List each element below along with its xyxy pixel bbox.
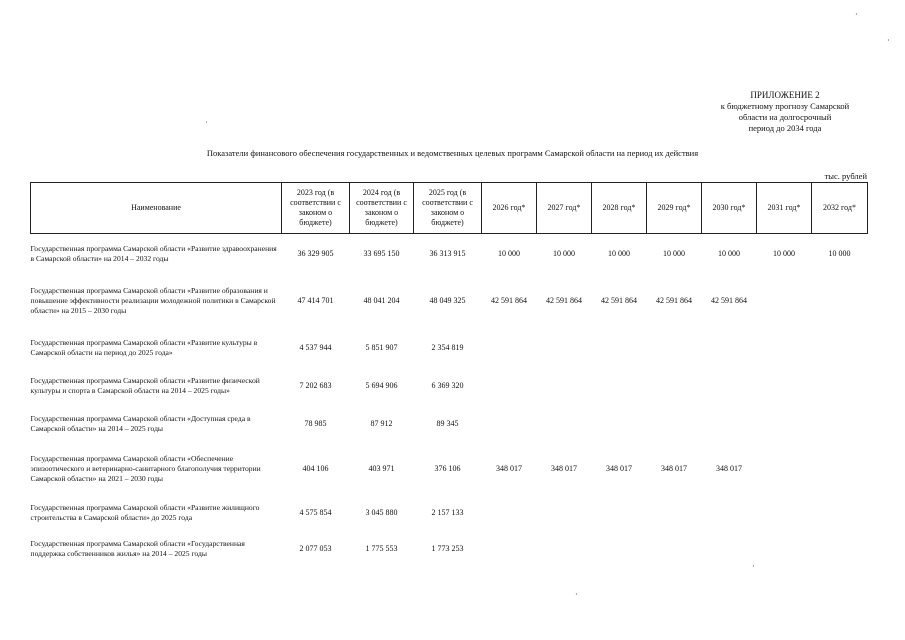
value-cell	[482, 495, 537, 531]
value-cell: 6 369 320	[431, 380, 464, 390]
value-cell: 4 575 854	[299, 507, 332, 517]
value-cell	[702, 329, 757, 367]
scan-speck: ·	[575, 590, 578, 599]
value-cell	[702, 531, 757, 567]
value-cell: 48 041 204	[363, 296, 400, 305]
value-cell: 10 000	[773, 248, 795, 258]
value-cell: 348 017	[551, 463, 577, 473]
appendix-block	[690, 90, 880, 134]
value-cell	[592, 495, 647, 531]
program-name: Государственная программа Самарской области «Развитие образования и повышение эффективности реализации молодежной политики в Самарской области» на 2015 – 2030 годы	[30, 286, 276, 315]
table-row	[31, 531, 868, 567]
program-name: Государственная программа Самарской области «Обеспечение эпизоотического и ветеринарно-санитарного благополучия территории Самарской области» на 2021 – 2030 годы	[30, 453, 261, 483]
value-cell: 2 157 133	[431, 507, 464, 517]
table-row	[31, 367, 868, 405]
value-cell: 7 202 683	[299, 380, 332, 390]
value-cell: 47 414 701	[297, 296, 334, 305]
value-cell	[757, 495, 812, 531]
value-cell: 5 694 906	[365, 380, 398, 390]
program-name: Государственная программа Самарской области «Развитие культуры в Самарской области на период до 2025 года»	[30, 337, 258, 357]
column-header-2028: 2028 год*	[592, 183, 647, 234]
scan-speck: ·	[205, 118, 208, 127]
value-cell	[537, 367, 592, 405]
units-label: тыс. рублей	[824, 171, 867, 181]
scan-speck: ·	[752, 562, 755, 571]
value-cell: 10 000	[718, 248, 740, 258]
value-cell	[812, 531, 868, 567]
value-cell	[757, 329, 812, 367]
value-cell	[537, 405, 592, 443]
value-cell	[537, 531, 592, 567]
value-cell	[537, 495, 592, 531]
value-cell	[647, 367, 702, 405]
value-cell	[812, 443, 868, 495]
value-cell: 36 329 905	[297, 248, 334, 258]
table-row	[31, 274, 868, 329]
value-cell	[647, 405, 702, 443]
value-cell	[592, 367, 647, 405]
column-header-2025: 2025 год (в соответствии с законом о бюджете)	[414, 183, 482, 234]
value-cell	[592, 531, 647, 567]
value-cell: 10 000	[663, 248, 685, 258]
value-cell: 403 971	[368, 463, 395, 473]
value-cell	[537, 329, 592, 367]
value-cell: 404 106	[302, 463, 329, 473]
program-name: Государственная программа Самарской области «Государственная поддержка собственников жилья» на 2014 – 2025 годы	[30, 538, 245, 558]
value-cell	[702, 495, 757, 531]
scan-speck: ·	[855, 10, 858, 19]
value-cell: 10 000	[828, 248, 851, 258]
scan-speck: ·	[887, 36, 890, 45]
column-header-2029: 2029 год*	[647, 183, 702, 234]
value-cell	[702, 367, 757, 405]
value-cell: 89 345	[436, 418, 459, 428]
value-cell	[482, 367, 537, 405]
table-row	[31, 329, 868, 367]
value-cell	[647, 531, 702, 567]
value-cell: 87 912	[370, 418, 393, 428]
value-cell: 42 591 864	[601, 296, 637, 305]
value-cell	[757, 531, 812, 567]
value-cell	[757, 274, 812, 329]
table-row	[31, 495, 868, 531]
appendix-line: области на долгосрочный	[738, 112, 832, 122]
column-header-2032: 2032 год*	[812, 183, 868, 234]
value-cell: 3 045 880	[365, 507, 398, 517]
value-cell: 78 985	[304, 418, 327, 428]
table-header-row	[31, 183, 868, 234]
value-cell	[592, 329, 647, 367]
value-cell: 33 695 150	[363, 248, 400, 258]
value-cell: 348 017	[606, 463, 632, 473]
programs-table	[30, 182, 868, 567]
column-header-2026: 2026 год*	[482, 183, 537, 234]
table-row	[31, 234, 868, 274]
column-header-2031: 2031 год*	[757, 183, 812, 234]
value-cell: 10 000	[553, 248, 575, 258]
appendix-line: к бюджетному прогнозу Самарской	[720, 101, 850, 111]
value-cell	[757, 443, 812, 495]
table-row	[31, 443, 868, 495]
value-cell: 2 077 053	[299, 543, 332, 553]
value-cell	[647, 329, 702, 367]
value-cell: 1 773 253	[431, 543, 464, 553]
program-name: Государственная программа Самарской области «Развитие физической культуры и спорта в Самарской области на 2014 – 2025 годы»	[30, 375, 260, 395]
value-cell	[812, 495, 868, 531]
appendix-line: период до 2034 года	[748, 123, 822, 133]
value-cell	[757, 367, 812, 405]
value-cell: 348 017	[496, 463, 522, 473]
value-cell: 48 049 325	[429, 296, 466, 305]
column-header-2024: 2024 год (в соответствии с законом о бюджете)	[350, 183, 414, 234]
program-name: Государственная программа Самарской области «Развитие здравоохранения в Самарской области» на 2014 – 2032 годы	[30, 243, 277, 263]
program-name: Государственная программа Самарской области «Доступная среда в Самарской области» на 2014 – 2025 годы	[30, 413, 251, 433]
value-cell: 348 017	[661, 463, 687, 473]
column-header-2030: 2030 год*	[702, 183, 757, 234]
value-cell: 5 851 907	[365, 342, 398, 352]
column-header-2027: 2027 год*	[537, 183, 592, 234]
value-cell: 376 106	[434, 463, 461, 473]
value-cell	[812, 405, 868, 443]
document-title: Показатели финансового обеспечения государственных и ведомственных целевых программ Самарской области на период их действия	[206, 148, 699, 158]
value-cell: 42 591 864	[656, 296, 692, 305]
value-cell	[757, 405, 812, 443]
column-header-name: Наименование	[31, 183, 282, 234]
column-header-2023: 2023 год (в соответствии с законом о бюджете)	[282, 183, 350, 234]
appendix-title: ПРИЛОЖЕНИЕ 2	[750, 90, 820, 100]
value-cell	[812, 329, 868, 367]
value-cell	[702, 405, 757, 443]
value-cell	[482, 531, 537, 567]
value-cell	[592, 405, 647, 443]
value-cell: 4 537 944	[299, 342, 332, 352]
value-cell	[812, 367, 868, 405]
value-cell: 2 354 819	[431, 342, 464, 352]
value-cell	[482, 405, 537, 443]
value-cell	[647, 495, 702, 531]
value-cell: 1 775 553	[365, 543, 398, 553]
value-cell: 10 000	[608, 248, 630, 258]
table-row	[31, 405, 868, 443]
value-cell	[482, 329, 537, 367]
program-name: Государственная программа Самарской области «Развитие жилищного строительства в Самарской области» до 2025 года	[30, 502, 260, 522]
value-cell: 36 313 915	[429, 248, 466, 258]
value-cell: 42 591 864	[546, 296, 582, 305]
value-cell	[812, 274, 868, 329]
value-cell: 10 000	[498, 248, 520, 258]
value-cell: 42 591 864	[491, 296, 527, 305]
value-cell: 348 017	[716, 463, 742, 473]
value-cell: 42 591 864	[711, 296, 747, 305]
